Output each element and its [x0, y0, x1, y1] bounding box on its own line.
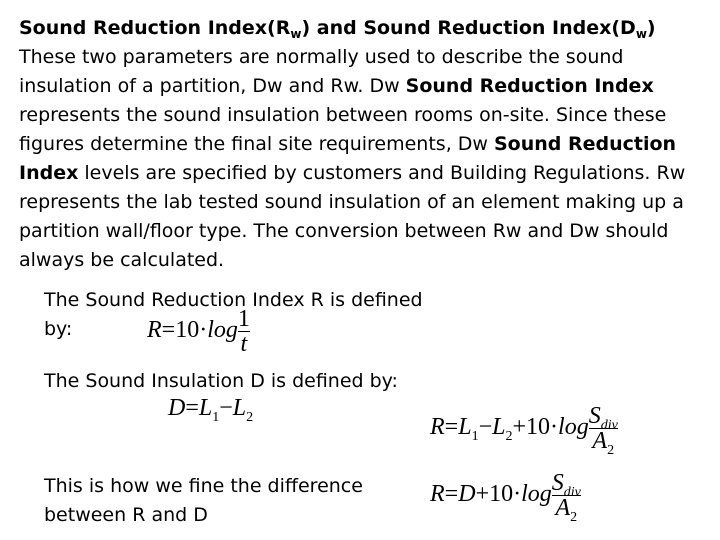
r-full-equation: $R=L_1-L_2+10\cdot\log$ $\frac{S_{div}}{A_2}$: [430, 403, 618, 458]
slide-title: Sound Reduction $Index(R_w)$ and Sound Reduction $Index(D_w)$: [19, 17, 656, 41]
intro-paragraph: These two parameters are normally used to describe the sound insulation of a partition, Dw and Rw. Dw Sound Reduction Index represents the sound insulation between rooms on-site. Since these figures determine the final site requirements, Dw Sound Reduction Index levels are specified by customers and Building Regulations. Rw represents the lab tested sound insulation of an element making up a partition wall/floor type. The conversion between Rw and Dw should always be calculated.: [19, 46, 686, 271]
d-equation: $D=L_1-L_2$: [168, 395, 254, 425]
d-definition-text: The Sound Insulation D is defined by:: [44, 370, 398, 392]
difference-text: This is how we fine the difference between R and D: [44, 475, 363, 526]
r-d-equation: R=D+10·log $\frac{S_{div}}{A_2}$: [430, 470, 581, 525]
r-definition-text: The Sound Reduction Index R is defined by:: [44, 289, 423, 340]
r-equation: R=10·log $\frac{1}{t}$: [147, 306, 250, 357]
